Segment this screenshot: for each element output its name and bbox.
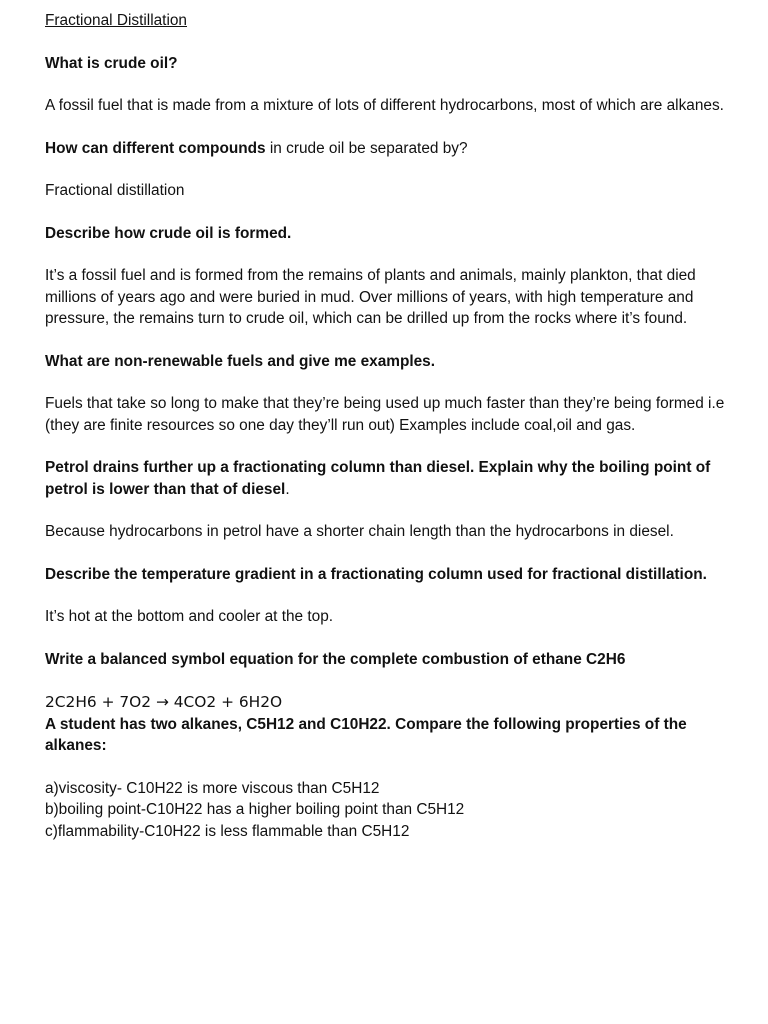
question-petrol-diesel-bold: Petrol drains further up a fractionating column than diesel. Explain why the boiling point of petrol is lower than that of diesel xyxy=(45,459,711,498)
question-combustion: Write a balanced symbol equation for the complete combustion of ethane C2H6 xyxy=(45,650,626,668)
answer-combustion-equation: 2C2H6 + 7O2 → 4CO2 + 6H2O xyxy=(45,693,283,711)
answer-non-renewable: Fuels that take so long to make that they’re being used up much faster than they’re being formed i.e (they are finite resources so one day they’ll run out) Examples include coal,oil and gas. xyxy=(45,395,725,434)
question-crude-oil: What is crude oil? xyxy=(45,54,178,72)
question-temperature-gradient: Describe the temperature gradient in a fractionating column used for fractional distillation. xyxy=(45,565,707,583)
answer-temperature-gradient: It’s hot at the bottom and cooler at the top. xyxy=(45,608,334,625)
question-alkanes: A student has two alkanes, C5H12 and C10H22. Compare the following properties of the alkanes: xyxy=(45,715,687,754)
question-non-renewable: What are non-renewable fuels and give me examples. xyxy=(45,352,436,370)
answer-boiling-point: b)boiling point-C10H22 has a higher boiling point than C5H12 xyxy=(45,801,465,818)
answer-separation: Fractional distillation xyxy=(45,182,185,199)
document-page xyxy=(45,10,735,842)
question-separation-rest: in crude oil be separated by? xyxy=(265,139,468,157)
question-separation xyxy=(45,138,735,160)
question-formation: Describe how crude oil is formed. xyxy=(45,224,292,242)
answer-formation: It’s a fossil fuel and is formed from the remains of plants and animals, mainly plankton, that died millions of years ago and were buried in mud. Over millions of years, with high temperature and pressure, the remains turn to crude oil, which can be drilled up from the rocks where it’s found. xyxy=(45,267,696,327)
question-petrol-diesel-tail: . xyxy=(285,480,290,498)
question-petrol-diesel xyxy=(45,457,735,500)
answer-petrol-diesel: Because hydrocarbons in petrol have a shorter chain length than the hydrocarbons in diesel. xyxy=(45,523,674,540)
answer-crude-oil: A fossil fuel that is made from a mixture of lots of different hydrocarbons, most of which are alkanes. xyxy=(45,97,724,114)
document-title: Fractional Distillation xyxy=(45,12,187,29)
answer-flammability: c)flammability-C10H22 is less flammable than C5H12 xyxy=(45,822,410,840)
question-separation-bold: How can different compounds xyxy=(45,139,266,157)
answer-viscosity: a)viscosity- C10H22 is more viscous than C5H12 xyxy=(45,779,380,797)
